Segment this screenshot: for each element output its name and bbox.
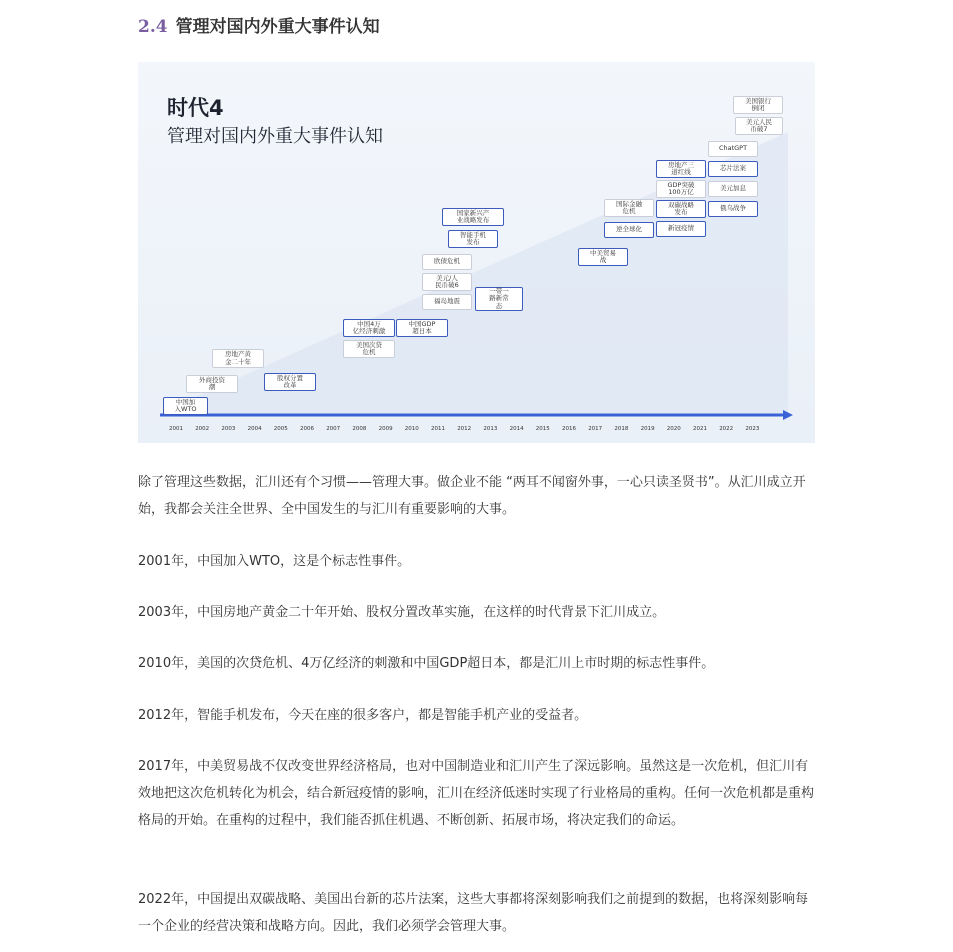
paragraph-2010: 2010年，美国的次贷危机、4万亿经济的刺激和中国GDP超日本，都是汇川上市时期的标志性事件。 xyxy=(138,656,715,671)
figure-title: 时代4 xyxy=(167,96,224,120)
year-label: 2003 xyxy=(221,426,236,432)
section-heading xyxy=(138,12,380,37)
event-trade-war: 中美贸易 战 xyxy=(578,248,628,266)
year-label: 2012 xyxy=(457,426,472,432)
year-label: 2017 xyxy=(588,426,603,432)
paragraph-2022: 2022年，中国提出双碳战略、美国出台新的芯片法案，这些大事都将深刻影响我们之前提到的数据，也将深刻影响每一个企业的经营决策和战略方向。因此，我们必须学会管理大事。 xyxy=(138,892,809,934)
event-gdp-japan: 中国GDP 超日本 xyxy=(396,319,448,337)
event-covid: 新冠疫情 xyxy=(656,221,706,237)
timeline-background xyxy=(138,62,815,443)
event-dual-carbon: 双碳战略 发布 xyxy=(656,200,706,218)
timeline-figure xyxy=(138,62,815,443)
event-euro-debt: 欧债危机 xyxy=(422,254,472,270)
year-label: 2020 xyxy=(666,426,681,432)
event-russia-ukraine: 俄乌战争 xyxy=(708,201,758,217)
year-label: 2019 xyxy=(640,426,655,432)
figure-subtitle: 管理对国内外重大事件认知 xyxy=(167,126,383,147)
event-chatgpt: ChatGPT xyxy=(708,141,758,157)
event-gdp-100t: GDP突破 100万亿 xyxy=(656,180,706,198)
event-three-red-lines: 房地产三 道红线 xyxy=(656,160,706,178)
paragraph-2001: 2001年，中国加入WTO，这是个标志性事件。 xyxy=(138,554,411,569)
event-belt-road: 一带一 路新常 态 xyxy=(475,287,523,311)
year-label: 2001 xyxy=(169,426,183,432)
year-label: 2005 xyxy=(273,426,288,432)
event-stimulus: 中国4万 亿经济刺激 xyxy=(343,319,395,337)
year-label: 2010 xyxy=(404,426,419,432)
year-label: 2002 xyxy=(195,426,210,432)
year-label: 2016 xyxy=(562,426,576,432)
year-label: 2007 xyxy=(326,426,341,432)
event-deglobalization: 逆全球化 xyxy=(604,222,654,238)
year-label: 2008 xyxy=(352,426,367,432)
year-label: 2006 xyxy=(300,426,314,432)
event-real-estate-boom: 房地产黄 金二十年 xyxy=(212,349,264,368)
year-label: 2004 xyxy=(247,426,262,432)
year-label: 2023 xyxy=(745,426,760,432)
paragraph-2017: 2017年，中美贸易战不仅改变世界经济格局，也对中国制造业和汇川产生了深远影响。虽然这是一次危机，但汇川有效地把这次危机转化为机会，结合新冠疫情的影响，汇川在经济低迷时实现了行业格局的重构。任何一次危机都是重构格局的开始。在重构的过程中，我们能否抓住机遇、不断创新、拓展市场，将决定我们的命运。 xyxy=(138,759,815,828)
event-rate-hike: 美元加息 xyxy=(708,181,758,197)
event-financial-crisis: 国际金融 危机 xyxy=(604,199,654,217)
year-label: 2015 xyxy=(535,426,550,432)
event-chips-act: 芯片法案 xyxy=(708,161,758,177)
paragraph-2003: 2003年，中国房地产黄金二十年开始、股权分置改革实施，在这样的时代背景下汇川成立。 xyxy=(138,605,666,620)
event-bank-failure: 美国银行 倒闭 xyxy=(733,96,783,114)
paragraph-intro: 除了管理这些数据，汇川还有个习惯——管理大事。做企业不能 “两耳不闻窗外事，一心只读圣贤书”。从汇川成立开始，我都会关注全世界、全中国发生的与汇川有重要影响的大事。 xyxy=(138,475,806,517)
year-label: 2022 xyxy=(719,426,734,432)
year-label: 2009 xyxy=(378,426,393,432)
event-rmb-7: 美元人民 币破7 xyxy=(735,117,783,135)
section-title: 管理对国内外重大事件认知 xyxy=(175,17,380,37)
event-rmb-6: 美元/人 民币破6 xyxy=(422,273,472,291)
year-label: 2021 xyxy=(693,426,707,432)
event-foreign-investment: 外商投资 潮 xyxy=(186,375,238,393)
year-label: 2014 xyxy=(509,426,524,432)
event-fukushima: 福岛地震 xyxy=(422,294,472,310)
event-subprime: 美国次贷 危机 xyxy=(343,340,395,358)
year-label: 2013 xyxy=(483,426,498,432)
year-label: 2018 xyxy=(614,426,629,432)
event-wto: 中国加 入WTO xyxy=(163,397,208,415)
year-label: 2011 xyxy=(431,426,445,432)
event-emerging-industry: 国家新兴产 业战略发布 xyxy=(442,208,504,226)
event-share-reform: 股权分置 改革 xyxy=(264,373,316,391)
event-smartphone: 智能手机 发布 xyxy=(448,230,498,248)
section-number: 2.4 xyxy=(138,17,168,37)
paragraph-2012: 2012年，智能手机发布，今天在座的很多客户，都是智能手机产业的受益者。 xyxy=(138,708,588,723)
